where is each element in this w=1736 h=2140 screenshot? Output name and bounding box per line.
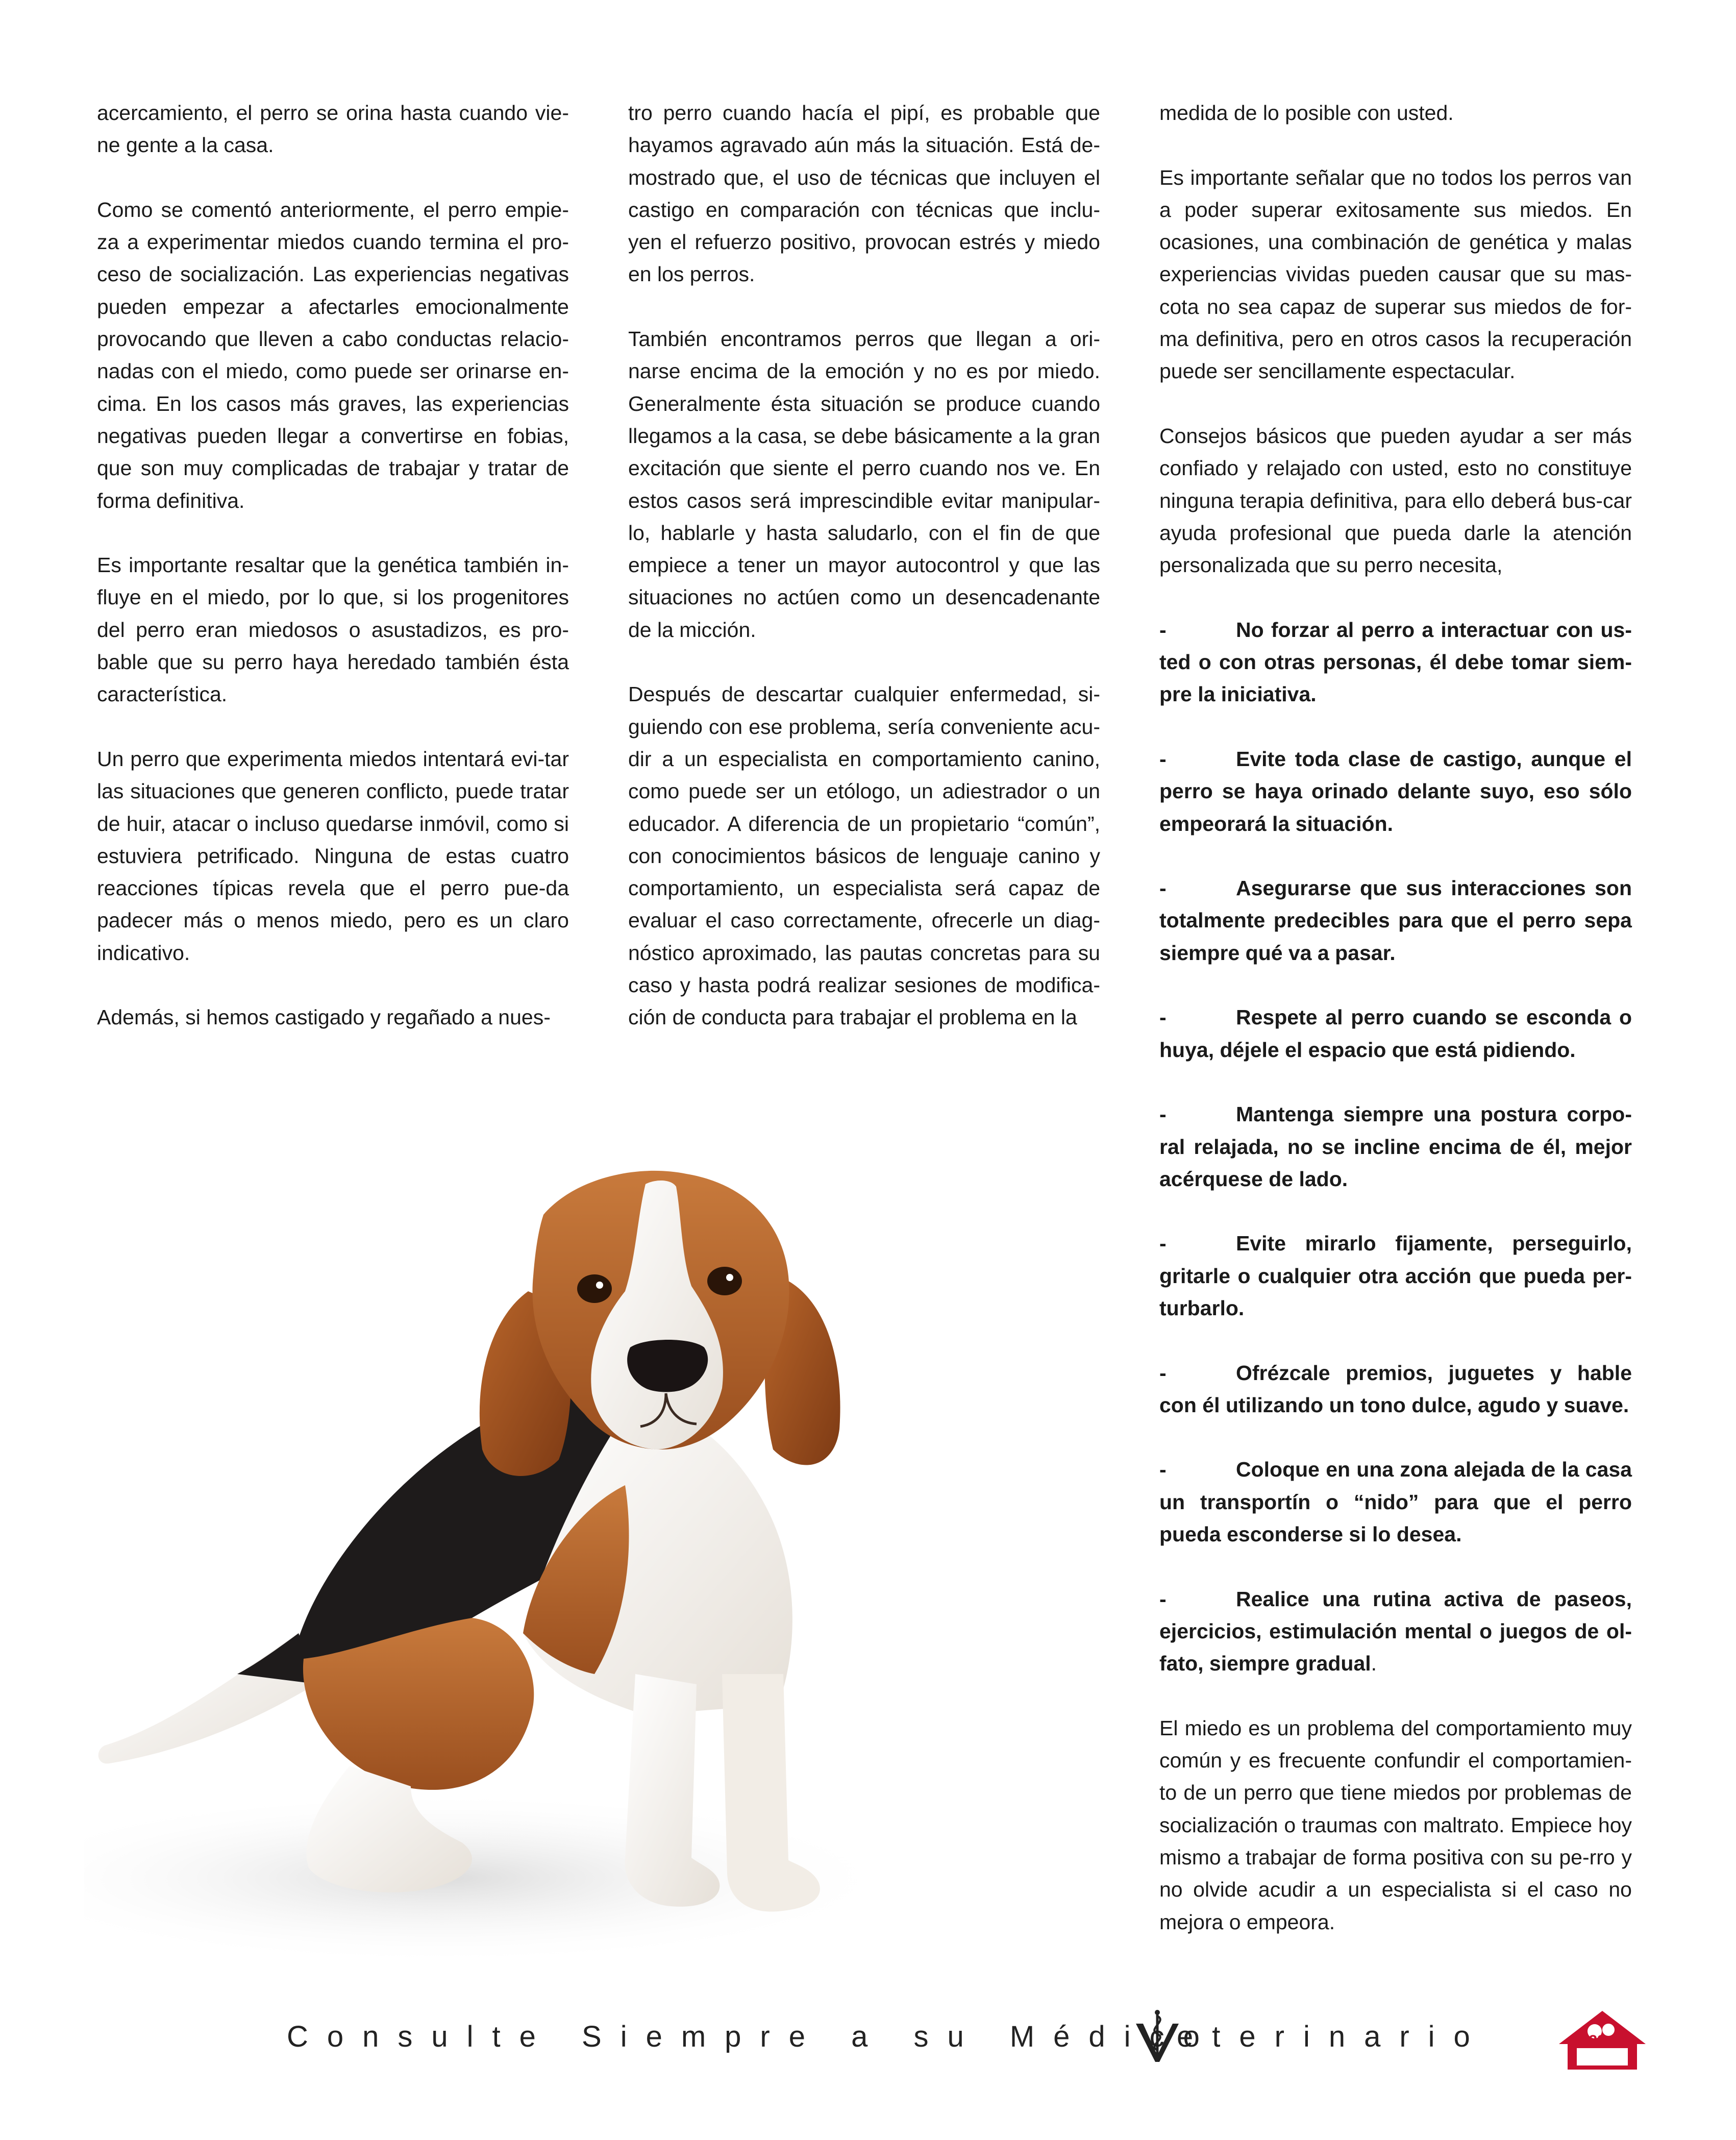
tip-dash: - [1159, 1102, 1167, 1126]
tip-text: Coloque en una zona alejada de la casa un transportín o “nido” para que el perro pueda esconderse si lo desea. [1159, 1458, 1632, 1546]
paragraph: También encontramos perros que llegan a ori-narse encima de la emoción y no es por miedo. Generalmente ésta situación se produce cuando llegamos a la casa, se debe básicamente a la gran excitación que siente el perro cuando nos ve. En estos casos será imprescindible evitar manipular-lo, hablarle y hasta saludarlo, con el fin de que empiece a tener un mayor autocontrol y que las situaciones no actúen como un desencadenante de la micción. [628, 327, 1100, 642]
paragraph: Es importante resaltar que la genética también in-fluye en el miedo, por lo que, si los progenitores del perro eran miedosos o asustadizos, es pro-bable que su perro haya heredado también ésta característica. [97, 553, 569, 706]
paragraph: Después de descartar cualquier enfermedad, si-guiendo con ese problema, sería conveniente acu-dir a un especialista en comportamiento canino, como puede ser un etólogo, un adiestrador o un educador. A diferencia de un propietario “común”, con conocimientos básicos de lenguaje canino y comportamiento, un especialista será capaz de evaluar el caso correctamente, ofrecerle un diag-nóstico aproximado, las pautas concretas para su caso y hasta podrá realizar sesiones de modifica-ción de conducta para trabajar el problema en la [628, 682, 1100, 1029]
beagle-photo [84, 1062, 1095, 1965]
tip-item [1159, 614, 1632, 711]
tip-text: Respete al perro cuando se esconda o huya, déjele el espacio que está pidiendo. [1159, 1005, 1632, 1062]
paragraph: Como se comentó anteriormente, el perro empie-za a experimentar miedos cuando termina el pro-ceso de socialización. Las experiencias negativas pueden empezar a afectarles emocionalmente provocando que lleven a cabo conductas relacio-nadas con el miedo, como puede ser orinarse en-cima. En los casos más graves, las experiencias negativas pueden llegar a convertirse en fobias, que son muy complicadas de trabajar y tratar de forma definitiva. [97, 198, 569, 512]
paragraph: Un perro que experimenta miedos intentará evi-tar las situaciones que generen conflicto, puede tratar de huir, atacar o incluso quedarse inmóvil, como si estuviera petrificado. Ninguna de estas cuatro reacciones típicas revela que el perro pue-da padecer más o menos miedo, pero es un claro indicativo. [97, 747, 569, 965]
tip-period: . [1371, 1652, 1377, 1676]
tip-item [1159, 1357, 1632, 1422]
tip-dash: - [1159, 1232, 1167, 1256]
text-column-1 [97, 97, 569, 1066]
tip-text: Mantenga siempre una postura corpo-ral relajada, no se incline encima de él, mejor acérquese de lado. [1159, 1102, 1632, 1191]
text-column-3 [1159, 97, 1632, 1971]
dog-eye-left [577, 1274, 612, 1303]
tip-dash: - [1159, 1361, 1167, 1385]
tip-item [1159, 1227, 1632, 1324]
dog-eye-right [707, 1267, 742, 1295]
dog-front-leg-right [722, 1674, 820, 1912]
tip-item [1159, 1001, 1632, 1066]
paragraph: Además, si hemos castigado y regañado a nues- [97, 1005, 551, 1029]
tip-dash: - [1159, 876, 1167, 900]
tip-dash: - [1159, 747, 1167, 771]
paragraph: Consejos básicos que pueden ayudar a ser más confiado y relajado con usted, esto no constituye ninguna terapia definitiva, para ello deberá bus-car ayuda profesional que pueda darle la atención personalizada que su perro necesita, [1159, 424, 1632, 577]
paragraph: medida de lo posible con usted. [1159, 101, 1454, 125]
tip-dash: - [1159, 618, 1167, 642]
paragraph: Es importante señalar que no todos los perros van a poder superar exitosamente sus miedos. En ocasiones, una combinación de genética y malas experiencias vividas pueden causar que su mas-cota no sea capaz de superar sus miedos de for-ma definitiva, pero en otros casos la recuperación puede ser sencillamente espectacular. [1159, 165, 1632, 383]
page-footer [0, 2008, 1736, 2064]
veterinary-caduceus-v-icon [1132, 2008, 1183, 2064]
closing-paragraph: El miedo es un problema del comportamiento muy común y es frecuente confundir el comportamien-to de un perro que tiene miedos por problemas de socialización o traumas con maltrato. Empiece hoy mismo a trabajar de forma positiva con su pe-rro y no olvide acudir a un especialista si el caso no mejora o empeora. [1159, 1716, 1632, 1934]
tip-dash: - [1159, 1458, 1167, 1482]
tip-text: Evite mirarlo fijamente, perseguirlo, gritarle o cualquier otra acción que pueda per-turbarlo. [1159, 1232, 1632, 1320]
tip-text: Realice una rutina activa de paseos, ejercicios, estimulación mental o juegos de ol-fato, siempre gradual [1159, 1587, 1632, 1676]
tip-item [1159, 1454, 1632, 1551]
paragraph: tro perro cuando hacía el pipí, es probable que hayamos agravado aún más la situación. Está de-mostrado que, el uso de técnicas que incluyen el castigo en comparación con técnicas que inclu-yen el refuerzo positivo, provocan estrés y miedo en los perros. [628, 101, 1100, 286]
footer-slogan-end: eterinario [1177, 2020, 1489, 2053]
tip-text: No forzar al perro a interactuar con us-ted o con otras personas, él debe tomar siem-pre la iniciativa. [1159, 618, 1632, 706]
tip-item [1159, 1098, 1632, 1195]
tip-item [1159, 872, 1632, 969]
page-number: 23 [1589, 2032, 1606, 2049]
tip-item [1159, 1583, 1632, 1680]
paragraph: acercamiento, el perro se orina hasta cuando vie-ne gente a la casa. [97, 101, 569, 157]
tip-dash: - [1159, 1005, 1167, 1029]
footer-slogan: Consulte Siempre a su Médico [287, 2020, 1219, 2053]
tip-text: Evite toda clase de castigo, aunque el perro se haya orinado delante suyo, eso sólo empeorará la situación. [1159, 747, 1632, 835]
dog-eye-right-glint [726, 1274, 733, 1281]
tip-text: Asegurarse que sus interacciones son totalmente predecibles para que el perro sepa siempre qué va a pasar. [1159, 876, 1632, 965]
dog-eye-left-glint [596, 1282, 603, 1289]
text-column-2 [628, 97, 1100, 1066]
tip-dash: - [1159, 1587, 1167, 1611]
tip-item [1159, 743, 1632, 840]
tip-text: Ofrézcale premios, juguetes y hable con él utilizando un tono dulce, agudo y suave. [1159, 1361, 1632, 1417]
